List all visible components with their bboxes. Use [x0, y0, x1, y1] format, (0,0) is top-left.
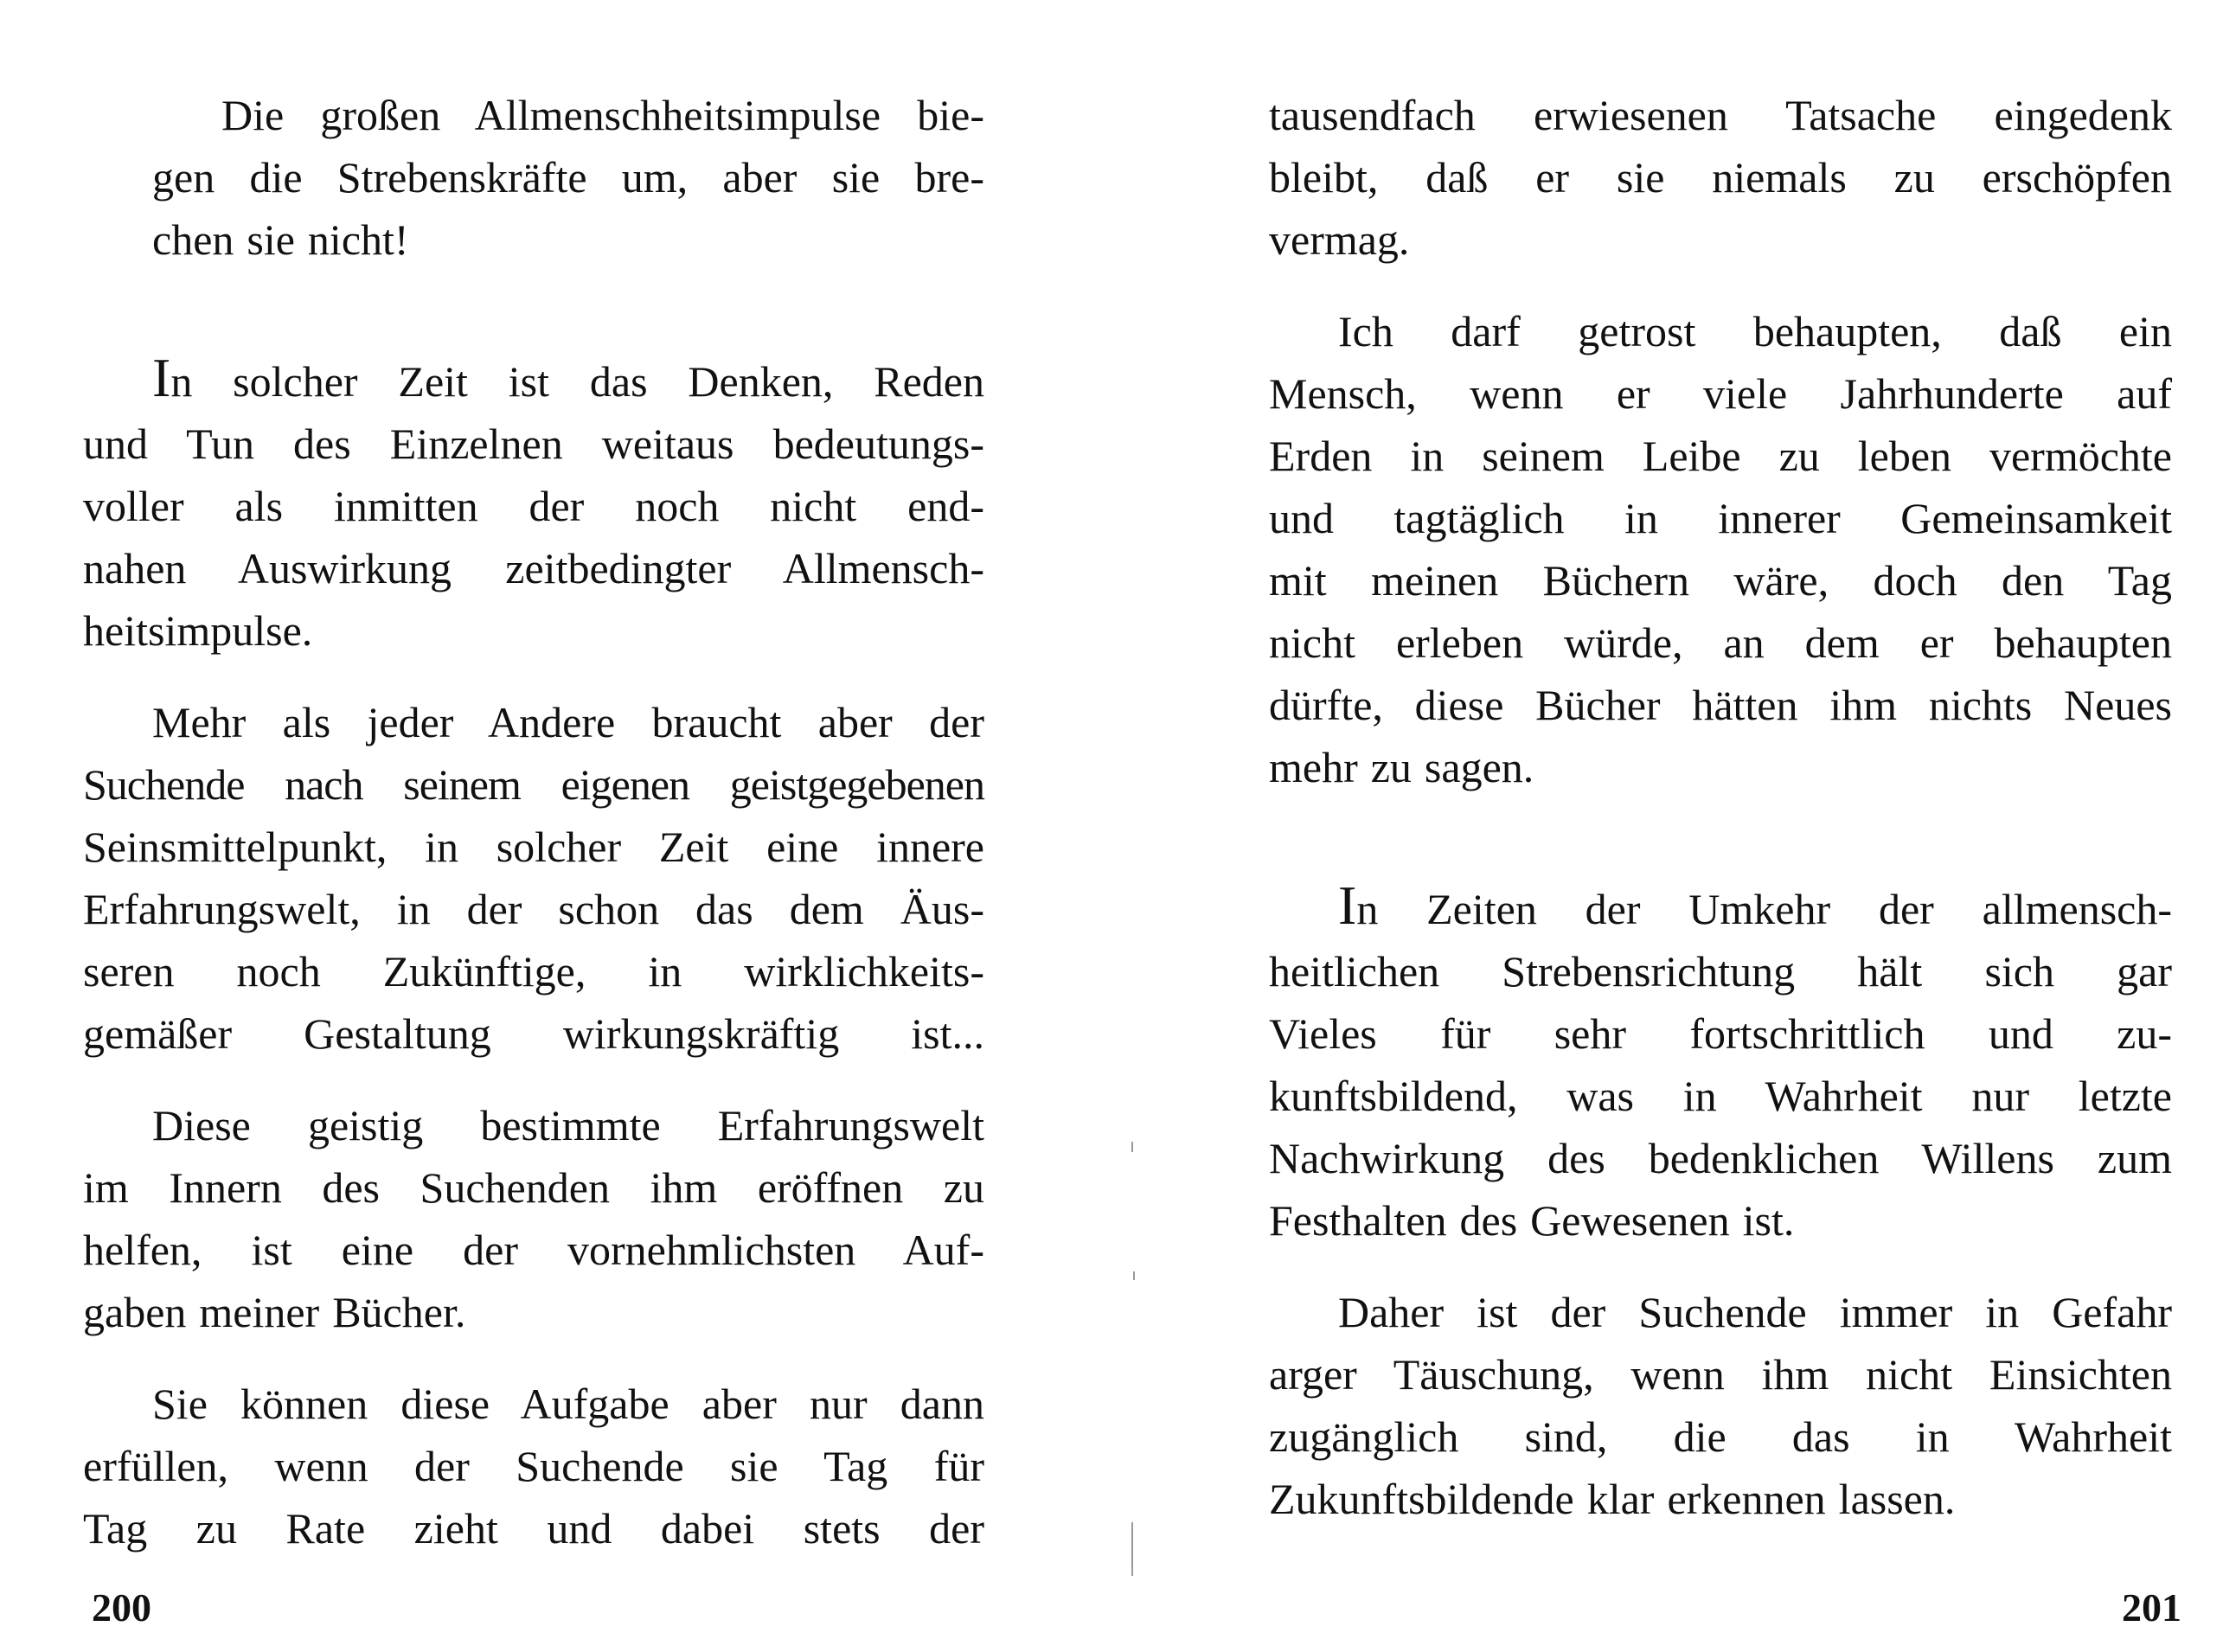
text-line: voller als inmitten der noch nicht end-	[83, 482, 984, 530]
text-line: Nachwirkung des bedenklichen Willens zum	[1269, 1134, 2172, 1182]
text-line: gaben meiner Bücher.	[83, 1288, 466, 1336]
paragraph	[1269, 874, 2172, 1252]
paragraph	[83, 84, 984, 271]
text-line: heitsimpulse.	[83, 606, 313, 655]
text-line: gen die Strebenskräfte um, aber sie bre-	[152, 153, 984, 202]
text-line: heitlichen Strebensrichtung hält sich gar	[1269, 947, 2172, 996]
text-line: gemäßer Gestaltung wirkungskräftig ist...	[83, 1009, 984, 1058]
page-number: 201	[2122, 1585, 2181, 1630]
text-line: seren noch Zukünftige, in wirklichkeits-	[83, 947, 984, 996]
text-line-rest: n Zeiten der Umkehr der allmensch-	[1356, 885, 2172, 933]
text-line: vermag.	[1269, 215, 1410, 264]
paragraph	[1269, 1281, 2172, 1530]
text-line: Diese geistig bestimmte Erfahrungswelt	[152, 1101, 984, 1149]
text-line: Suchende nach seinem eigenen geistgegebenen	[83, 760, 984, 809]
text-line: helfen, ist eine der vornehmlichsten Auf-	[83, 1226, 984, 1274]
text-line: Die großen Allmenschheitsimpulse bie-	[221, 91, 984, 139]
text-line: chen sie nicht!	[152, 215, 409, 264]
text-line: Sie können diese Aufgabe aber nur dann	[152, 1380, 984, 1428]
text-line: Ich darf getrost behaupten, daß ein	[1338, 307, 2172, 355]
text-line: mit meinen Büchern wäre, doch den Tag	[1269, 556, 2172, 605]
text-line-rest: n solcher Zeit ist das Denken, Reden	[170, 357, 984, 406]
text-line: zugänglich sind, die das in Wahrheit	[1269, 1412, 2172, 1461]
text-line: nicht erleben würde, an dem er behaupten	[1269, 618, 2172, 667]
text-line: Mehr als jeder Andere braucht aber der	[152, 698, 984, 746]
text-line: erfüllen, wenn der Suchende sie Tag für	[83, 1442, 984, 1490]
initial-letter: I	[152, 347, 171, 408]
left-page-text	[83, 84, 984, 1559]
text-line: Seinsmittelpunkt, in solcher Zeit eine innere	[83, 823, 984, 871]
text-line: mehr zu sagen.	[1269, 743, 1534, 791]
text-line: arger Täuschung, wenn ihm nicht Einsichten	[1269, 1350, 2172, 1399]
text-line: kunftsbildend, was in Wahrheit nur letzte	[1269, 1072, 2172, 1120]
page-number: 200	[92, 1585, 151, 1630]
text-line: Erfahrungswelt, in der schon das dem Äus-	[83, 885, 984, 933]
text-line: tausendfach erwiesenen Tatsache eingedenk	[1269, 91, 2172, 139]
text-line: Vieles für sehr fortschrittlich und zu-	[1269, 1009, 2172, 1058]
right-page	[1112, 0, 2223, 1652]
text-line: Tag zu Rate zieht und dabei stets der	[83, 1504, 984, 1553]
text-line: Erden in seinem Leibe zu leben vermöchte	[1269, 432, 2172, 480]
text-line: Zukunftsbildende klar erkennen lassen.	[1269, 1475, 1956, 1523]
initial-letter: I	[1338, 874, 1357, 936]
text-line: bleibt, daß er sie niemals zu erschöpfen	[1269, 153, 2172, 202]
text-line: und Tun des Einzelnen weitaus bedeutungs-	[83, 419, 984, 468]
text-line	[1269, 874, 2172, 940]
text-line: im Innern des Suchenden ihm eröffnen zu	[83, 1163, 984, 1212]
text-line	[83, 347, 984, 413]
paragraph	[83, 691, 984, 1065]
paragraph	[83, 1373, 984, 1559]
paragraph	[1269, 300, 2172, 798]
text-line: Festhalten des Gewesenen ist.	[1269, 1196, 1795, 1245]
text-line: Daher ist der Suchende immer in Gefahr	[1338, 1288, 2172, 1336]
paragraph	[83, 347, 984, 662]
text-line: dürfte, diese Bücher hätten ihm nichts Neues	[1269, 681, 2172, 729]
text-line: und tagtäglich in innerer Gemeinsamkeit	[1269, 494, 2172, 542]
right-page-text	[1269, 84, 2172, 1530]
text-line: Mensch, wenn er viele Jahrhunderte auf	[1269, 369, 2172, 418]
text-line: nahen Auswirkung zeitbedingter Allmensch-	[83, 544, 984, 592]
paragraph	[83, 1094, 984, 1343]
paragraph	[1269, 84, 2172, 271]
